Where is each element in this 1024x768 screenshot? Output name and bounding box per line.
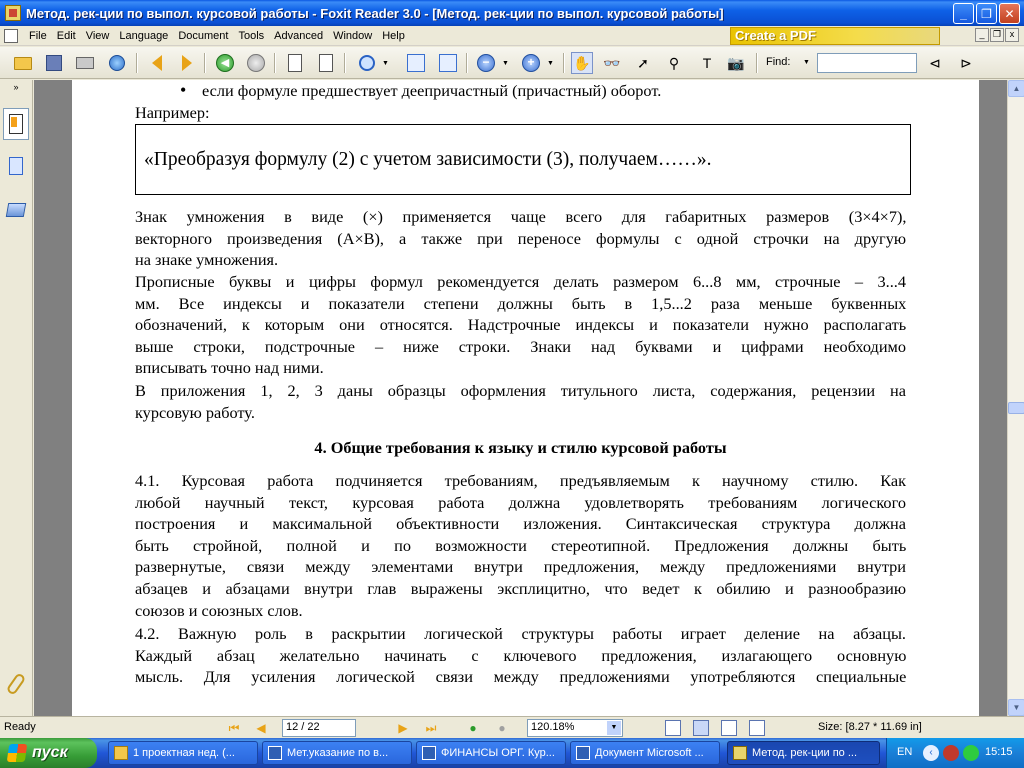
last-page-icon[interactable]: ⏭ [425,721,437,735]
menu-document[interactable]: Document [178,29,229,42]
text-line: выше строки, подстрочные – ниже строки. Знаки над буквами и цифрами необходимо [135,336,906,356]
single-page-view-icon[interactable] [665,720,681,736]
example-text: «Преобразуя формулу (2) с учетом зависимости (3), получаем……». [144,149,712,170]
menu-window[interactable]: Window [333,29,373,42]
find-next-icon[interactable]: ⊳ [960,54,972,71]
menu-view[interactable]: View [85,29,110,42]
document-icon[interactable] [4,29,18,43]
text-line: мм. Все индексы и показатели степени должны быть в 1,5...2 раза меньше буквенных [135,293,907,313]
toolbar-separator [756,53,758,73]
section-heading: 4. Общие требования к языку и стилю курсовой работы [314,438,727,457]
document-close-button[interactable]: x [1005,28,1019,42]
paragraph-appendices [135,380,906,423]
taskbar-item-word-1[interactable] [262,741,412,765]
fit-page-icon[interactable] [405,52,427,74]
hand-tool-icon[interactable]: ✋ [571,52,593,74]
status-text: Ready [4,721,36,733]
zoom-dropdown-arrow-icon[interactable]: ▼ [607,721,621,735]
save-icon[interactable] [43,52,65,74]
continuous-view-icon[interactable] [693,720,709,736]
document-viewport[interactable] [34,80,1007,716]
find-previous-icon[interactable]: ⊲ [929,54,941,71]
text-line: 4.1. Курсовая работа подчиняется требованиям, предъявляемым к научному стилю. Как [135,471,906,490]
text-line: Каждый абзац желательно начинать с ключевого предложения, излагающего основную [135,645,907,665]
vertical-scrollbar[interactable] [1007,80,1024,716]
find-input[interactable] [817,53,917,73]
paragraph-4-1 [135,470,906,621]
layers-tab-icon[interactable] [3,194,29,226]
clock: 15:15 [985,746,1013,758]
toolbar-separator [136,53,138,73]
taskbar-item-folder[interactable] [108,741,258,765]
print-icon[interactable] [74,52,96,74]
select-tool-icon[interactable]: ➚ [637,54,649,71]
text-line: абзацев и абзацами внутри глав выражены эксплицитно, что ведет к обилию и разнообразию [135,578,906,598]
continuous-page-icon[interactable] [315,52,337,74]
taskbar-item-label: Документ Microsoft ... [595,747,704,759]
status-bar [0,716,1024,738]
zoom-dropdown-icon[interactable]: ▼ [382,60,389,67]
toolbar-separator [344,53,346,73]
text-line: вписывать точно над ними. [135,358,324,378]
window-title: Метод. рек-ции по выпол. курсовой работы - Foxit Reader 3.0 - [Метод. рек-ции по выпол. курсовой работы] [26,5,724,21]
menu-language[interactable]: Language [119,29,169,42]
find-label: Find: [766,56,791,68]
open-folder-icon[interactable] [12,52,34,74]
language-indicator[interactable]: EN [897,746,913,758]
bullet-item: • если формуле предшествует деепричастный (причастный) оборот. [202,81,661,101]
taskbar-item-label: Мет.указание по в... [287,747,389,759]
text-select-icon[interactable]: T [702,55,712,71]
menu-advanced[interactable]: Advanced [274,29,324,42]
expand-panel-icon[interactable]: » [13,82,19,92]
email-icon[interactable] [106,52,128,74]
windows-flag-icon [7,744,28,762]
text-line: обозначений, к которым они относятся. Надстрочные индексы и показатели нужно располагать [135,315,907,335]
text-line: на знаке умножения. [135,250,279,270]
text-line: мысль. Для усиления логической связи между предложениями употребляются специальные [135,667,907,687]
thumbnails-tab-icon[interactable] [3,150,29,182]
zoom-level-select[interactable] [527,719,623,737]
text-line: союзов и союзных слов. [135,600,303,620]
scroll-down-icon[interactable]: ▼ [1008,699,1024,716]
taskbar-item-foxit[interactable] [727,741,880,765]
scroll-up-icon[interactable]: ▲ [1008,80,1024,97]
zoom-in-dropdown-icon[interactable]: ▼ [547,60,554,67]
taskbar-item-word-2[interactable] [416,741,566,765]
example-box [135,124,911,195]
text-line: курсовую работу. [135,402,255,422]
text-line: векторного произведения (A×B), а также при переносе формулы с одной строчки на другую [135,228,907,248]
page-size-readout: Size: [8.27 * 11.69 in] [818,721,922,733]
text-line: В приложения 1, 2, 3 даны образцы оформления титульного листа, содержания, рецензии на [135,381,906,400]
zoom-in-icon[interactable]: + [520,52,542,74]
zoom-out-dropdown-icon[interactable]: ▼ [502,60,509,67]
document-restore-button[interactable]: ❐ [990,28,1004,42]
zoom-icon[interactable] [356,52,378,74]
scrollbar-thumb[interactable] [1008,402,1024,414]
paragraph-4-2 [135,623,906,688]
zoom-out-icon[interactable]: − [475,52,497,74]
title-bar [0,0,1024,26]
start-label: пуск [32,744,68,761]
history-forward-icon[interactable]: ● [498,721,506,735]
go-back-icon[interactable]: ◀ [214,52,236,74]
page-number-input[interactable]: 12 / 22 [282,719,356,737]
toolbar-separator [563,53,565,73]
next-page-status-icon[interactable]: ▶ [398,721,408,735]
toolbar-separator [274,53,276,73]
text-line: Прописные буквы и цифры формул рекомендуется делать размером 6...8 мм, строчные – 3...4 [135,272,906,291]
next-page-icon[interactable] [176,52,198,74]
pdf-document-icon [733,746,747,760]
foxit-app-icon[interactable] [5,5,21,21]
document-minimize-button[interactable]: _ [975,28,989,42]
paragraph-formula-letters [135,271,906,379]
pdf-page [72,80,979,716]
previous-page-icon[interactable] [146,52,168,74]
menu-edit[interactable]: Edit [56,29,76,42]
single-page-icon[interactable] [284,52,306,74]
maximize-button[interactable]: ❐ [976,3,997,24]
word-document-icon [422,746,436,760]
binoculars-icon[interactable]: ⚲ [668,54,680,71]
first-page-icon[interactable]: ⏮ [228,721,240,735]
close-button[interactable]: ✕ [999,3,1020,24]
text-line: 4.2. Важную роль в раскрытии логической структуры работы играет деление на абзацы. [135,624,906,643]
tray-arrow-icon[interactable]: ‹ [923,745,939,761]
zoom-level-value: 120.18% [531,721,575,733]
tray-network-icon[interactable] [963,745,979,761]
text-line: построения и максимальной объективности изложения. Синтаксическая структура должна [135,514,906,534]
create-pdf-banner[interactable]: Create a PDF [730,27,940,45]
start-button[interactable] [0,738,97,768]
minimize-button[interactable]: _ [953,3,974,24]
loupe-tool-icon[interactable]: 👓 [603,54,621,71]
facing-view-icon[interactable] [721,720,737,736]
windows-taskbar [0,738,1024,768]
system-tray [886,738,1024,768]
go-forward-icon[interactable] [245,52,267,74]
text-line: быть стройной, полной и по возможности стереотипной. Предложения должны быть [135,535,907,555]
text-line: Знак умножения в виде (×) применяется чаще всего для габаритных размеров (3×4×7), [135,207,907,226]
find-options-dropdown-icon[interactable]: ▼ [803,59,810,66]
prev-page-status-icon[interactable]: ◀ [256,721,266,735]
bookmarks-tab-icon[interactable] [3,108,29,140]
fit-width-icon[interactable] [437,52,459,74]
text-line: любой научный текст, курсовая работа должна удовлетворять требованиям логического [135,492,906,512]
navigation-panel [0,80,33,716]
snapshot-camera-icon[interactable]: 📷 [727,54,745,71]
continuous-facing-view-icon[interactable] [749,720,765,736]
history-back-icon[interactable]: ● [469,721,477,735]
toolbar-separator [466,53,468,73]
taskbar-item-label: ФИНАНСЫ ОРГ. Кур... [441,747,555,759]
tray-app-icon[interactable] [943,745,959,761]
menu-file[interactable]: File [29,29,47,42]
menu-help[interactable]: Help [382,29,405,42]
toolbar-separator [204,53,206,73]
taskbar-item-label: Метод. рек-ции по ... [752,747,858,759]
example-label: Например: [135,103,210,122]
folder-icon [114,746,128,760]
taskbar-item-label: 1 проектная нед. (... [133,747,235,759]
text-line: развернутые, связи между элементами внутри предложения, между предложениями внутри [135,557,906,577]
attachments-paperclip-icon[interactable] [3,668,29,700]
word-document-icon [576,746,590,760]
paragraph-multiplication-sign [135,206,906,271]
menu-tools[interactable]: Tools [238,29,265,42]
word-document-icon [268,746,282,760]
taskbar-item-word-3[interactable] [570,741,720,765]
